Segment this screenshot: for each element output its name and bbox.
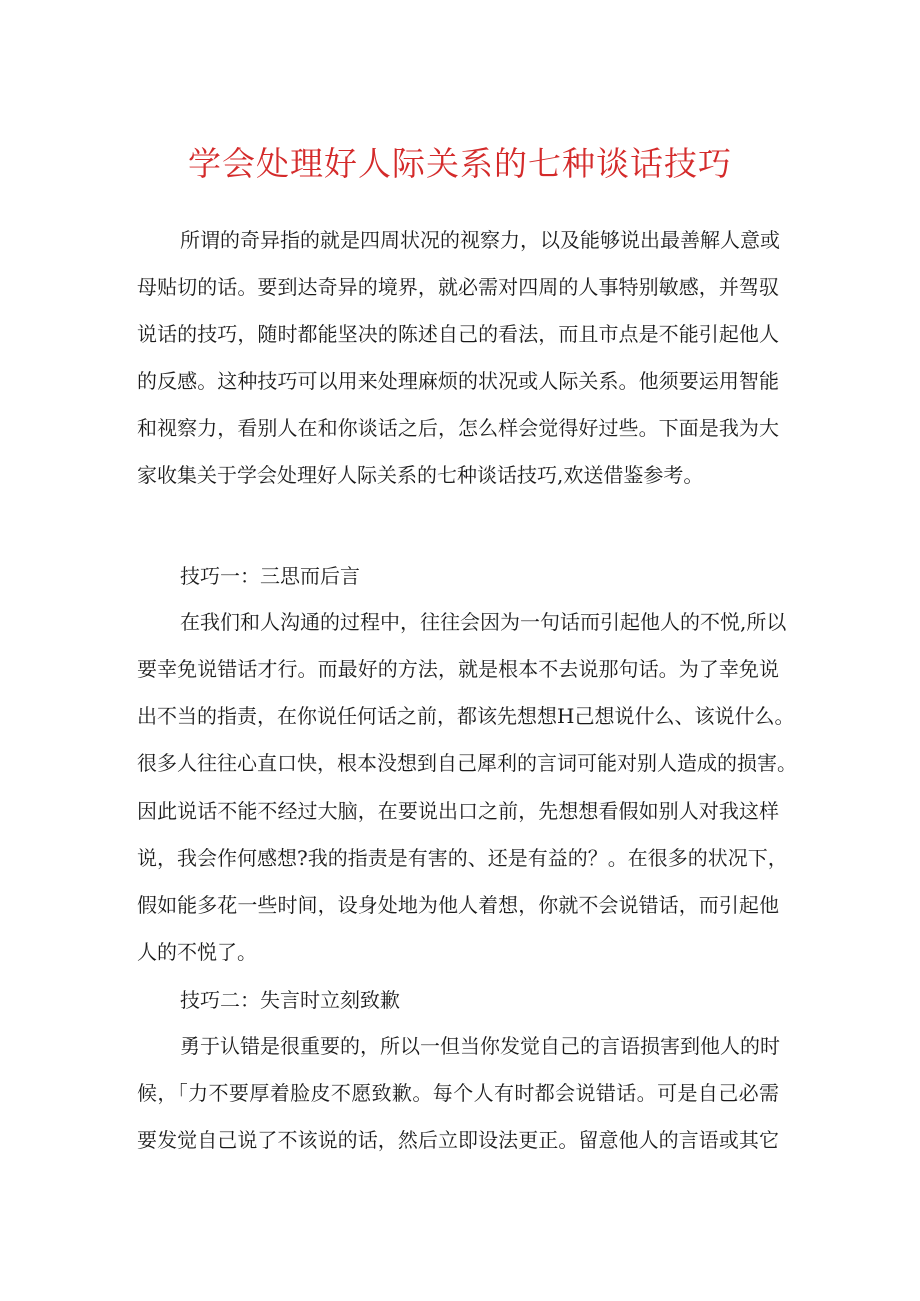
text-line: 说话的技巧，随时都能坚决的陈述自己的看法，而且市点是不能引起他人	[137, 322, 779, 346]
text-line: 出不当的指责，在你说任何话之前，都该先想想H己想说什么、该说什么。	[137, 704, 795, 728]
text-line: 说，我会作何感想?我的指责是有害的、还是有益的？。在很多的状况下，	[137, 846, 788, 870]
text-line: 因此说话不能不经过大脑，在要说出口之前，先想想看假如别人对我这样	[137, 799, 779, 823]
text-line: 要发觉自己说了不该说的话，然后立即设法更正。留意他人的言语或其它	[137, 1128, 779, 1152]
text-line: 要幸免说错话才行。而最好的方法，就是根本不去说那句话。为了幸免说	[137, 657, 779, 681]
text-line: 假如能多花一些时间，设身处地为他人着想，你就不会说错话，而引起他	[137, 893, 779, 917]
text-line: 很多人往往心直口快，根本没想到自己犀利的言词可能对别人造成的损害。	[137, 751, 797, 775]
text-line: 在我们和人沟通的过程中，往往会因为一句话而引起他人的不悦,所以	[180, 610, 787, 634]
text-line: 母贴切的话。要到达奇异的境界，就必需对四周的人事特别敏感，并驾驭	[137, 275, 779, 299]
text-line: 人的不悦了。	[137, 940, 257, 964]
text-line: 和视察力，看别人在和你谈话之后，怎么样会觉得好过些。下面是我为大	[137, 416, 779, 440]
text-line: 勇于认错是很重要的，所以一但当你发觉自己的言语损害到他人的时	[180, 1034, 780, 1058]
text-line: 候，「力不要厚着脸皮不愿致歉。每个人有时都会说错话。可是自己必需	[137, 1081, 779, 1105]
text-line: 所谓的奇异指的就是四周状况的视察力，以及能够说出最善解人意或	[180, 228, 780, 252]
section-heading: 技巧二：失言时立刻致歉	[180, 988, 400, 1012]
text-line: 的反感。这种技巧可以用来处理麻烦的状况或人际关系。他须要运用智能	[137, 369, 779, 393]
section-heading: 技巧一：三思而后言	[180, 564, 360, 588]
document-title: 学会处理好人际关系的七种谈话技巧	[188, 144, 732, 183]
text-line: 家收集关于学会处理好人际关系的七种谈话技巧,欢送借鉴参考。	[137, 463, 704, 487]
